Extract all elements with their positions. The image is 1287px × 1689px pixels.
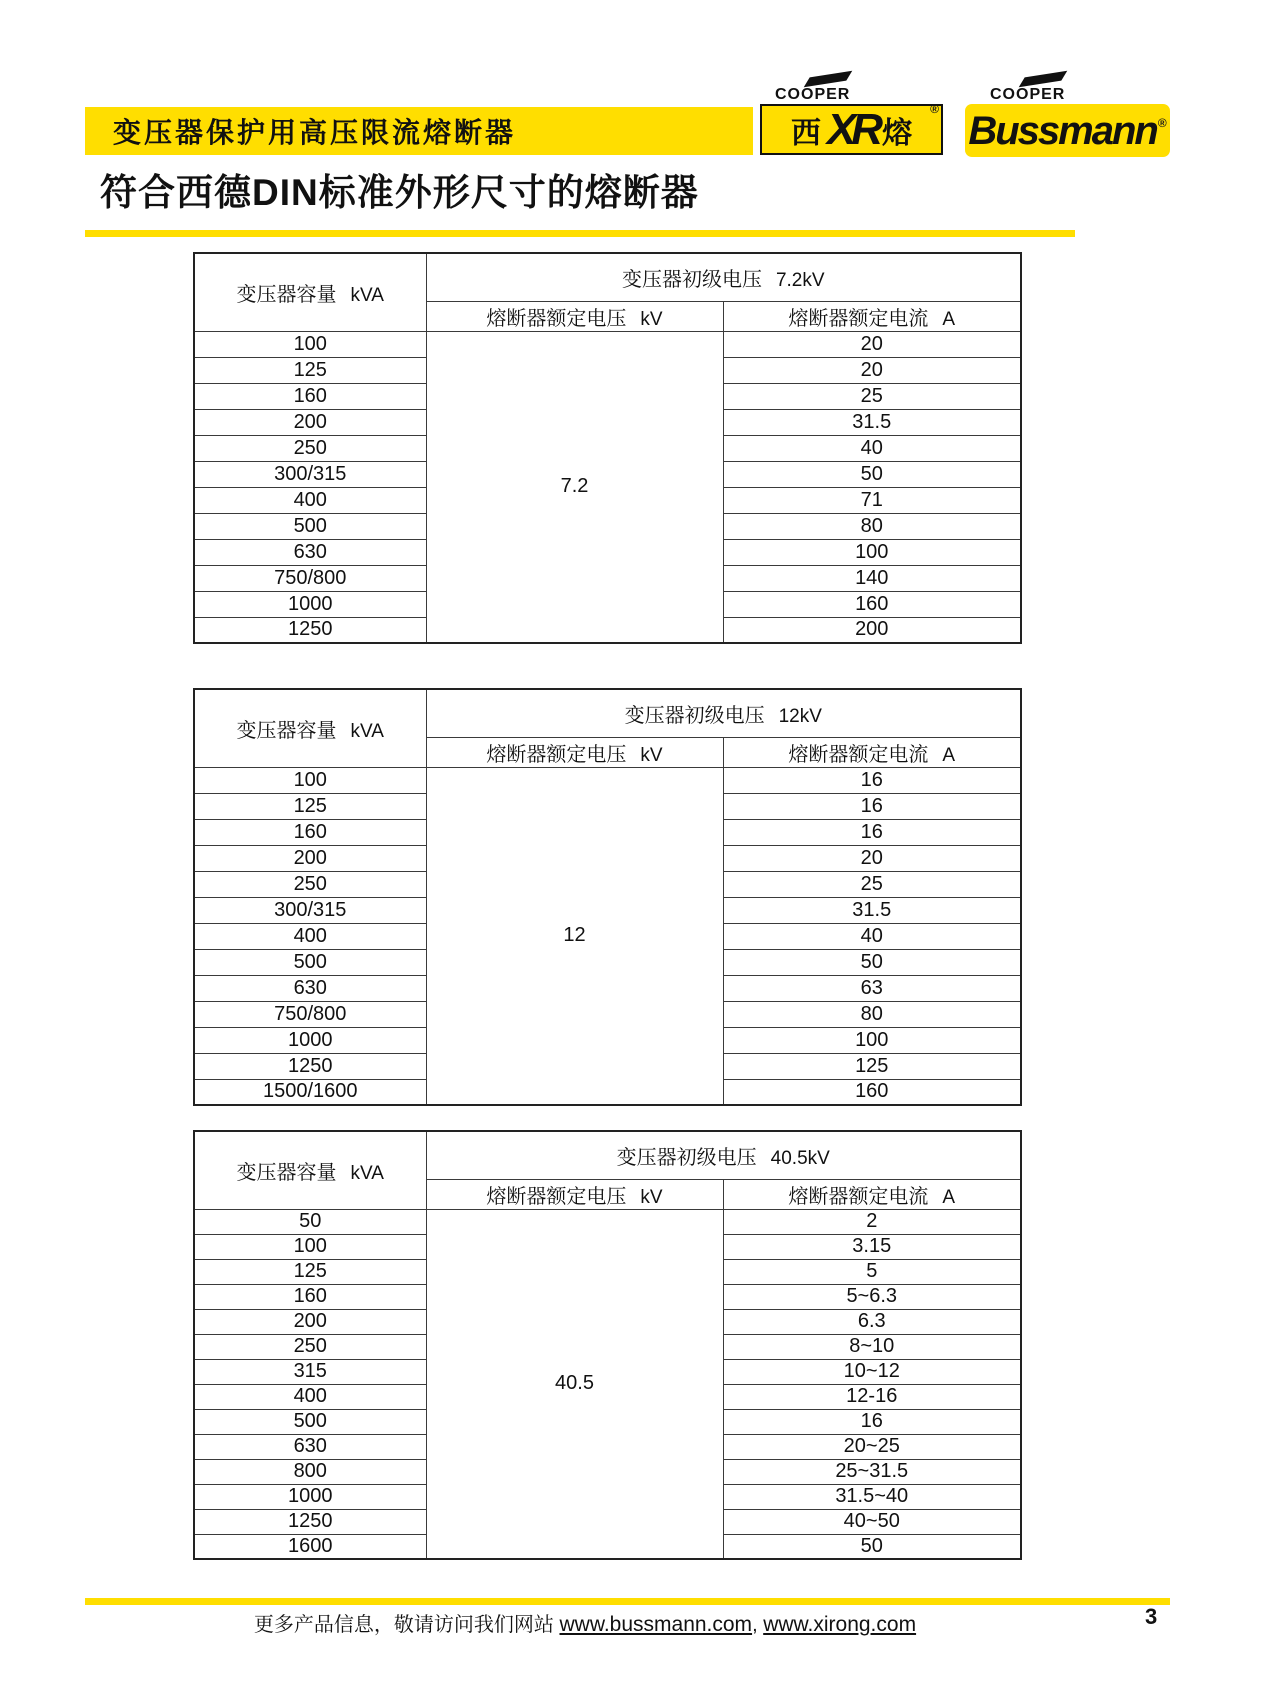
primary-voltage-header: 变压器初级电压 40.5kV: [426, 1131, 1021, 1179]
table-header-row: [194, 689, 1021, 737]
current-cell: 20: [723, 331, 1021, 357]
current-cell: 50: [723, 1534, 1021, 1559]
capacity-cell: 125: [194, 357, 426, 383]
fuse-voltage-header: 熔断器额定电压 kV: [426, 737, 723, 767]
current-cell: 12-16: [723, 1384, 1021, 1409]
fuse-current-header: 熔断器额定电流 A: [723, 737, 1021, 767]
cooper-mark-left: [775, 74, 895, 104]
current-cell: 16: [723, 767, 1021, 793]
current-cell: 71: [723, 487, 1021, 513]
current-cell: 10~12: [723, 1359, 1021, 1384]
current-cell: 8~10: [723, 1334, 1021, 1359]
fuse-table-12kv: [193, 688, 1022, 1106]
current-cell: 50: [723, 461, 1021, 487]
page-number: 3: [1145, 1604, 1158, 1629]
capacity-cell: 500: [194, 949, 426, 975]
capacity-cell: 125: [194, 1259, 426, 1284]
capacity-cell: 1250: [194, 617, 426, 643]
capacity-cell: 750/800: [194, 565, 426, 591]
current-cell: 40: [723, 435, 1021, 461]
capacity-cell: 160: [194, 1284, 426, 1309]
capacity-cell: 800: [194, 1459, 426, 1484]
table-row: [194, 331, 1021, 357]
capacity-cell: 100: [194, 1234, 426, 1259]
current-cell: 100: [723, 1027, 1021, 1053]
header-bar: [85, 107, 753, 155]
capacity-cell: 400: [194, 923, 426, 949]
page-title: 符合西德DIN标准外形尺寸的熔断器: [100, 172, 699, 213]
capacity-header: 变压器容量 kVA: [194, 689, 426, 767]
capacity-cell: 100: [194, 331, 426, 357]
current-cell: 40: [723, 923, 1021, 949]
primary-voltage-header: 变压器初级电压 7.2kV: [426, 253, 1021, 301]
xirong-char-left: 西: [790, 116, 821, 150]
current-cell: 20~25: [723, 1434, 1021, 1459]
fuse-table-40-5kv: [193, 1130, 1022, 1560]
capacity-header: 变压器容量 kVA: [194, 1131, 426, 1209]
cooper-mark-right: [990, 74, 1110, 104]
current-cell: 25: [723, 871, 1021, 897]
current-cell: 160: [723, 591, 1021, 617]
footer-text: [85, 1608, 1085, 1637]
capacity-cell: 630: [194, 975, 426, 1001]
bussmann-wordmark: Bussmann: [968, 108, 1157, 153]
current-cell: 20: [723, 845, 1021, 871]
capacity-cell: 50: [194, 1209, 426, 1234]
current-cell: 40~50: [723, 1509, 1021, 1534]
capacity-cell: 160: [194, 383, 426, 409]
current-cell: 50: [723, 949, 1021, 975]
capacity-cell: 1600: [194, 1534, 426, 1559]
current-cell: 20: [723, 357, 1021, 383]
capacity-cell: 300/315: [194, 897, 426, 923]
capacity-cell: 1000: [194, 591, 426, 617]
current-cell: 5~6.3: [723, 1284, 1021, 1309]
xirong-char-right: 熔: [882, 116, 913, 150]
capacity-cell: 1500/1600: [194, 1079, 426, 1105]
footer-separator: ,: [752, 1614, 758, 1636]
capacity-cell: 1000: [194, 1027, 426, 1053]
xirong-link[interactable]: www.xirong.com: [763, 1613, 917, 1636]
current-cell: 200: [723, 617, 1021, 643]
current-cell: 25~31.5: [723, 1459, 1021, 1484]
primary-voltage-header: 变压器初级电压 12kV: [426, 689, 1021, 737]
fuse-table-7-2kv: [193, 252, 1022, 644]
current-cell: 16: [723, 1409, 1021, 1434]
current-cell: 63: [723, 975, 1021, 1001]
bussmann-link[interactable]: www.bussmann.com: [559, 1613, 753, 1636]
xirong-logo: [760, 104, 943, 155]
cooper-flag-icon: [804, 71, 853, 87]
capacity-cell: 500: [194, 513, 426, 539]
cooper-text: COOPER: [990, 86, 1066, 103]
xirong-xr-icon: XR: [826, 104, 879, 154]
capacity-cell: 400: [194, 487, 426, 513]
current-cell: 16: [723, 793, 1021, 819]
capacity-cell: 315: [194, 1359, 426, 1384]
current-cell: 31.5: [723, 409, 1021, 435]
current-cell: 16: [723, 819, 1021, 845]
capacity-cell: 1250: [194, 1053, 426, 1079]
current-cell: 25: [723, 383, 1021, 409]
fuse-voltage-header: 熔断器额定电压 kV: [426, 1179, 723, 1209]
fuse-current-header: 熔断器额定电流 A: [723, 301, 1021, 331]
capacity-cell: 630: [194, 539, 426, 565]
header-bar-title: 变压器保护用高压限流熔断器: [113, 117, 517, 148]
capacity-cell: 200: [194, 409, 426, 435]
capacity-cell: 400: [194, 1384, 426, 1409]
fuse-voltage-cell: 7.2: [426, 331, 723, 643]
current-cell: 5: [723, 1259, 1021, 1284]
capacity-cell: 160: [194, 819, 426, 845]
capacity-cell: 1250: [194, 1509, 426, 1534]
capacity-cell: 1000: [194, 1484, 426, 1509]
current-cell: 3.15: [723, 1234, 1021, 1259]
cooper-text: COOPER: [775, 86, 851, 103]
bottom-divider-rule: [85, 1598, 1170, 1605]
registered-mark: ®: [930, 102, 939, 116]
table-header-row: [194, 1131, 1021, 1179]
capacity-cell: 750/800: [194, 1001, 426, 1027]
capacity-cell: 100: [194, 767, 426, 793]
fuse-current-header: 熔断器额定电流 A: [723, 1179, 1021, 1209]
capacity-header: 变压器容量 kVA: [194, 253, 426, 331]
capacity-cell: 250: [194, 435, 426, 461]
current-cell: 6.3: [723, 1309, 1021, 1334]
bussmann-logo: [965, 104, 1170, 157]
table-row: [194, 1209, 1021, 1234]
capacity-cell: 250: [194, 1334, 426, 1359]
cooper-flag-icon: [1019, 71, 1068, 87]
footer-note: 更多产品信息，敬请访问我们网站: [253, 1614, 554, 1636]
current-cell: 125: [723, 1053, 1021, 1079]
fuse-voltage-header: 熔断器额定电压 kV: [426, 301, 723, 331]
capacity-cell: 250: [194, 871, 426, 897]
capacity-cell: 300/315: [194, 461, 426, 487]
fuse-voltage-cell: 40.5: [426, 1209, 723, 1559]
registered-mark: ®: [1157, 115, 1167, 130]
current-cell: 31.5: [723, 897, 1021, 923]
capacity-cell: 125: [194, 793, 426, 819]
current-cell: 80: [723, 1001, 1021, 1027]
current-cell: 100: [723, 539, 1021, 565]
current-cell: 160: [723, 1079, 1021, 1105]
capacity-cell: 630: [194, 1434, 426, 1459]
table-header-row: [194, 253, 1021, 301]
fuse-voltage-cell: 12: [426, 767, 723, 1105]
top-divider-rule: [85, 230, 1075, 237]
capacity-cell: 200: [194, 845, 426, 871]
capacity-cell: 200: [194, 1309, 426, 1334]
current-cell: 2: [723, 1209, 1021, 1234]
current-cell: 140: [723, 565, 1021, 591]
current-cell: 80: [723, 513, 1021, 539]
table-row: [194, 767, 1021, 793]
capacity-cell: 500: [194, 1409, 426, 1434]
current-cell: 31.5~40: [723, 1484, 1021, 1509]
